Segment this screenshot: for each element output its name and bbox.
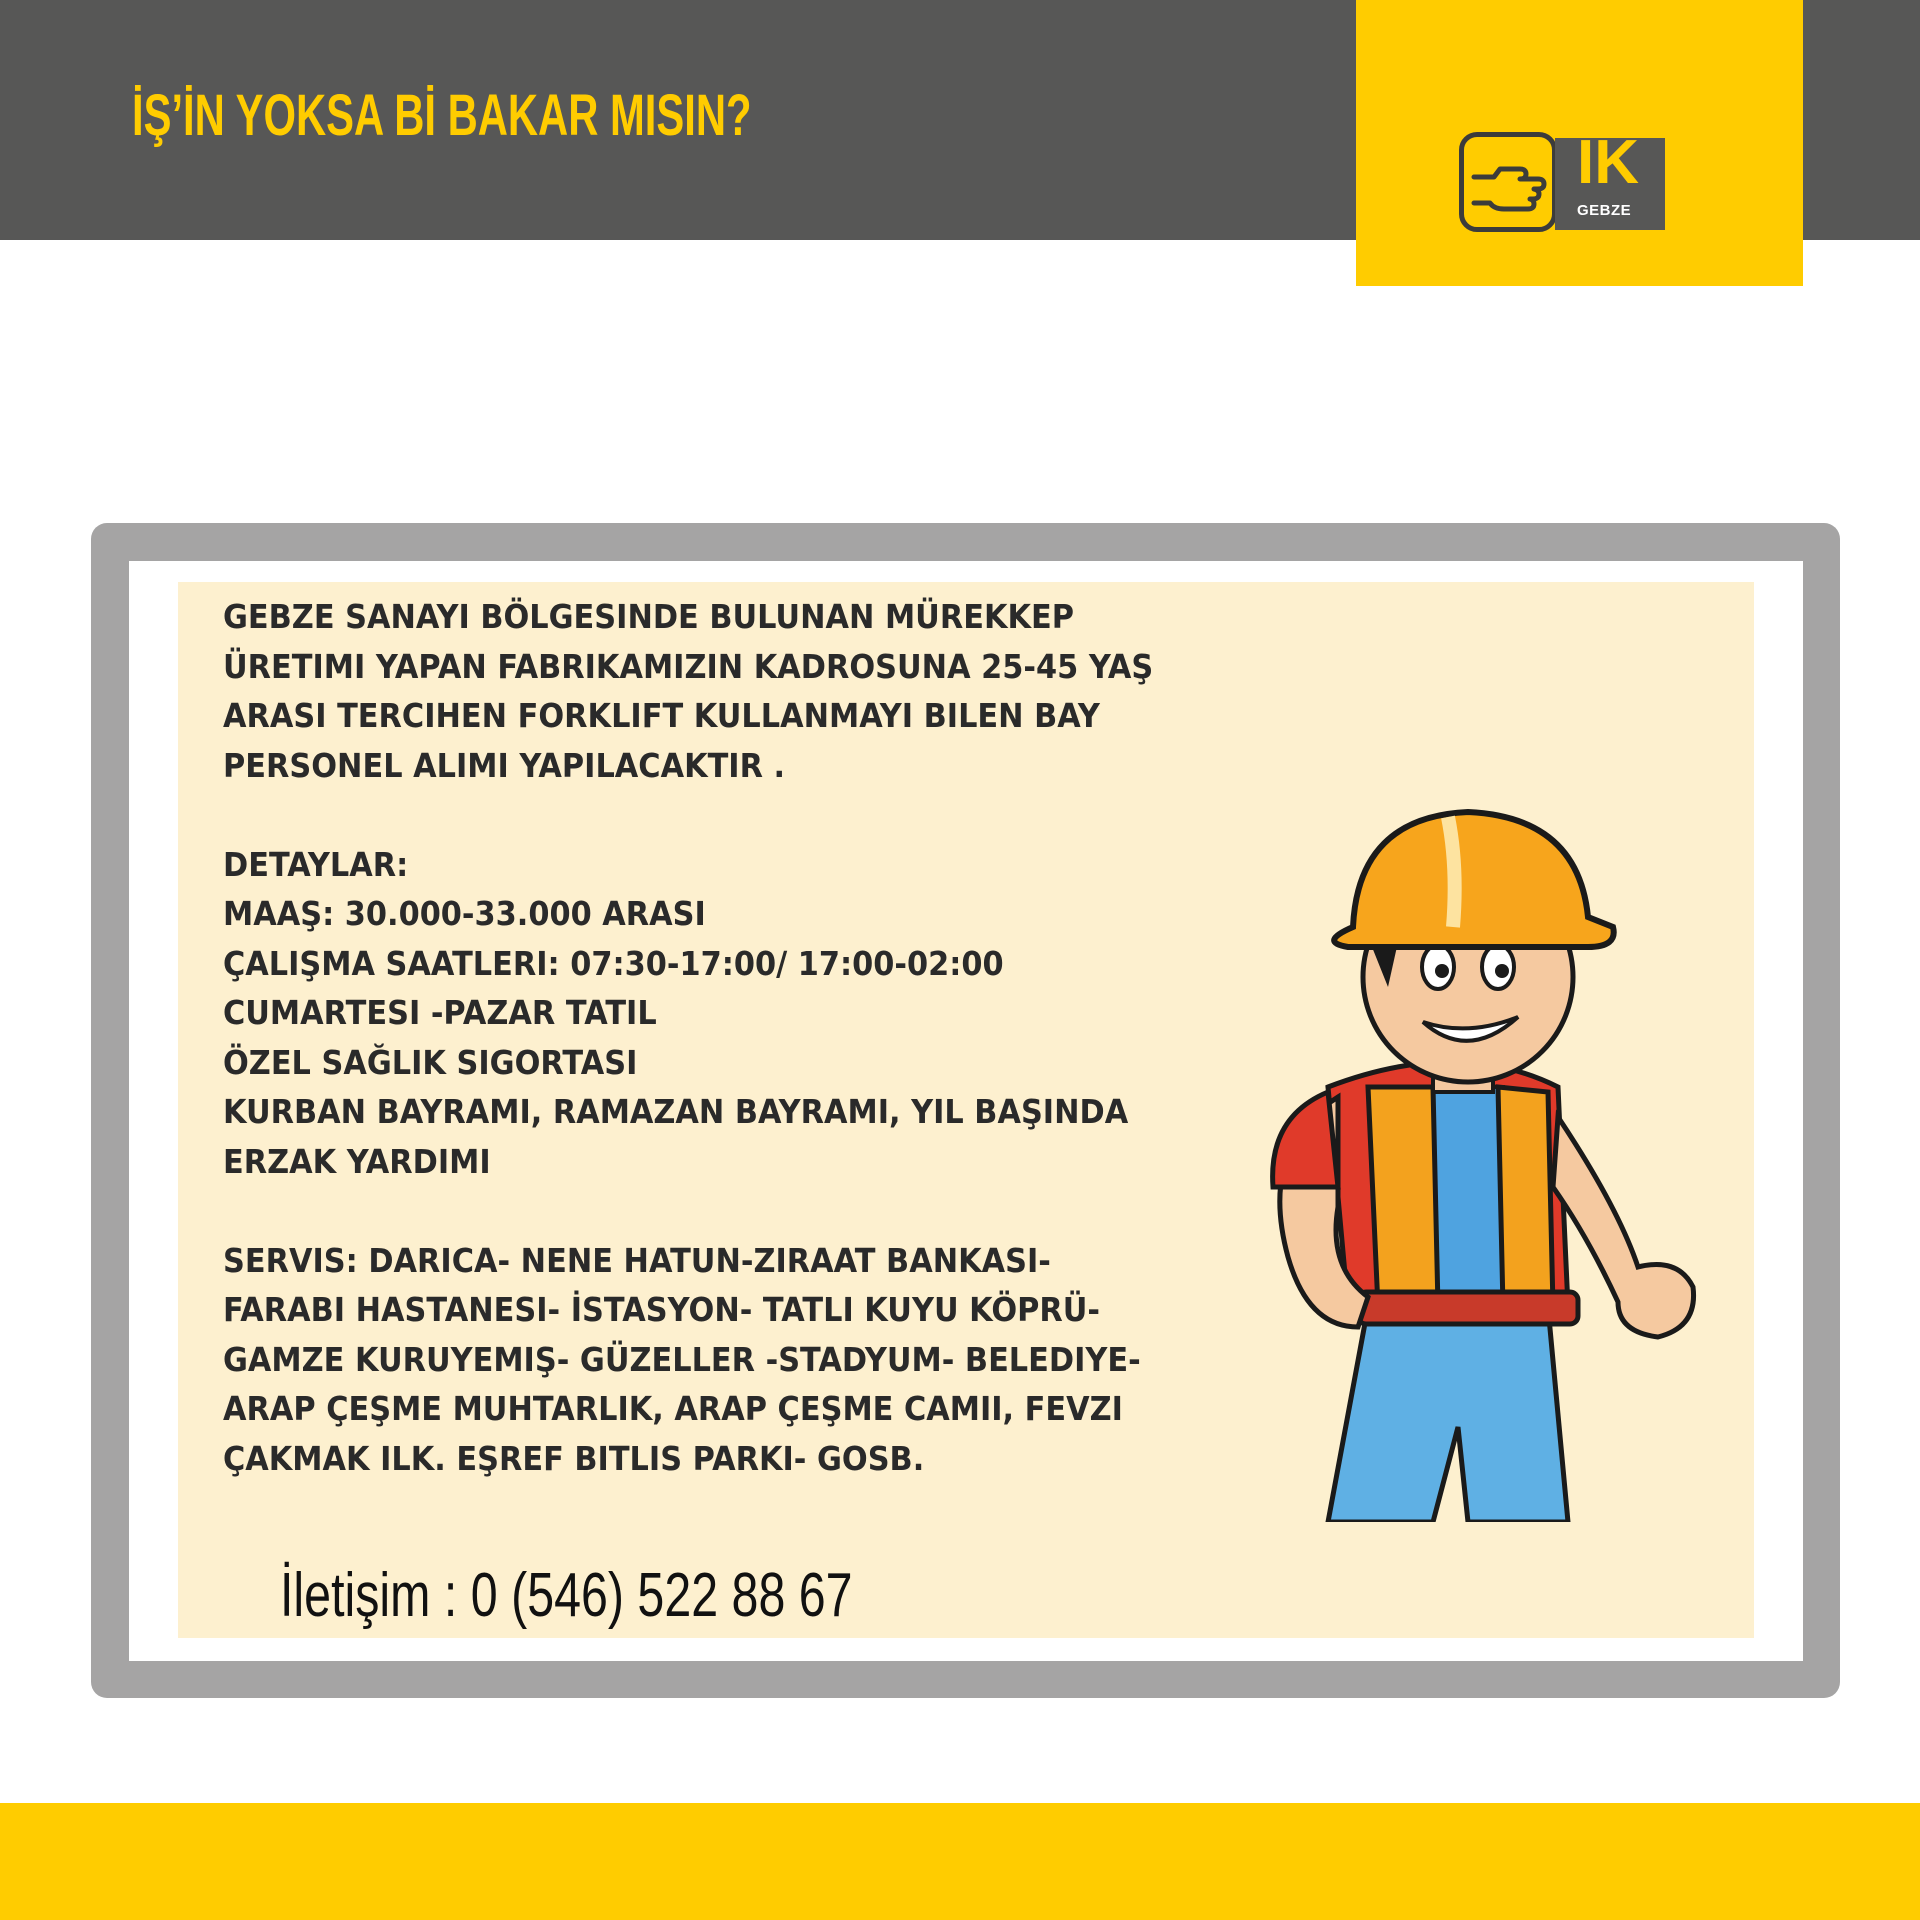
page-headline: İŞ’İN YOKSA Bİ BAKAR MISIN?	[132, 83, 752, 148]
job-ad-body: GEBZE SANAYI BÖLGESINDE BULUNAN MÜREKKEP ÜRETIMI YAPAN FABRIKAMIZIN KADROSUNA 25-45 YAŞ ARASI TERCIHEN FORKLIFT KULLANMAYI BILEN BAY PERSONEL ALIMI YAPILACAKTIR . DETAYLAR: MAAŞ: 30.000-33.000 ARASI ÇALIŞMA SAATLERI: 07:30-17:00/ 17:00-02:00 CUMARTESI -PAZAR TATIL ÖZEL SAĞLIK SIGORTASI KURBAN BAYRAMI, RAMAZAN BAYRAMI, YIL BAŞINDA ERZAK YARDIMI SERVIS: DARICA- NENE HATUN-ZIRAAT BANKASI- FARABI HASTANESI- İSTASYON- TATLI KUYU KÖPRÜ- GAMZE KURUYEMIŞ- GÜZELLER -STADYUM- BELEDIYE- ARAP ÇEŞME MUHTARLIK, ARAP ÇEŞME CAMII, FEVZI ÇAKMAK ILK. EŞREF BITLIS PARKI- GOSB.	[223, 597, 1154, 1478]
logo-mark: İK	[1577, 128, 1639, 197]
contact-phone: İletişim : 0 (546) 522 88 67	[280, 1561, 853, 1630]
logo-badge	[1555, 128, 1665, 230]
logo-panel	[1356, 0, 1803, 286]
hand-pointing-icon	[1459, 132, 1557, 232]
logo-subtitle: GEBZE	[1577, 202, 1632, 219]
footer-bar	[0, 1803, 1920, 1920]
construction-worker-illustration	[1218, 787, 1718, 1522]
job-ad-image	[178, 582, 1754, 1638]
ik-gebze-logo	[1459, 128, 1674, 237]
